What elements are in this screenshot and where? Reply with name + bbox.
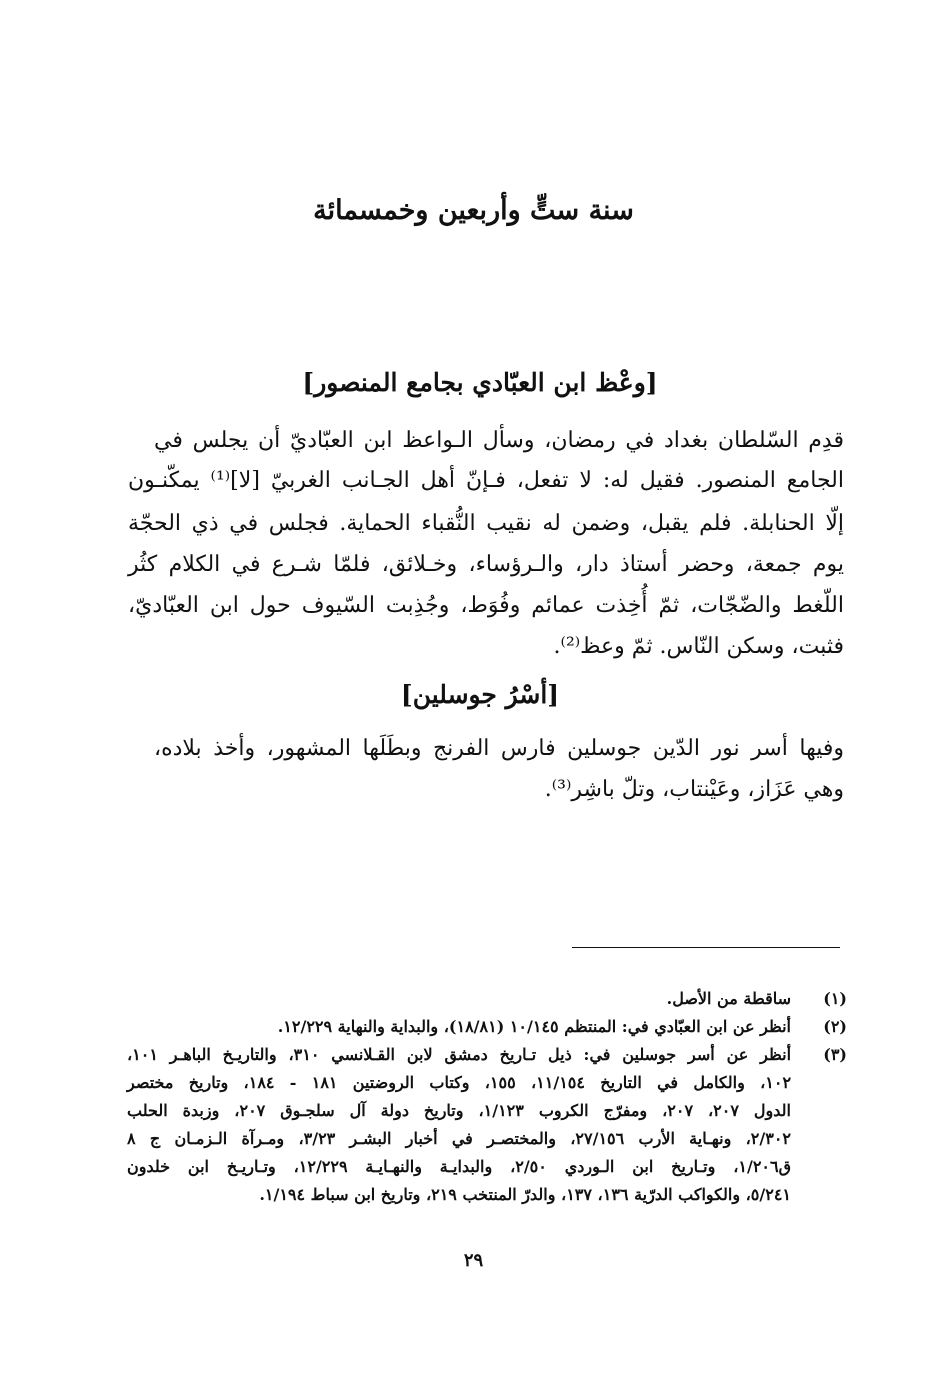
paragraph-line: فثبت، وسكن النّاس. ثمّ وعظ⁽²⁾. — [553, 634, 844, 659]
footnote-line: ق١/٢٠٦، وتـاريخ ابن الـوردي ٢/٥٠، والبدايـة والنهـايـة ١٢/٢٢٩، وتـاريـخ ابن خلدون — [127, 1157, 792, 1176]
footnote-line: ٥/٢٤١، والكواكب الدرّية ١٣٦، ١٣٧، والدرّ المنتخب ٢١٩، وتاريخ ابن سباط ١/١٩٤. — [259, 1185, 791, 1204]
paragraph-line: يوم جمعة، وحضر أستاذ دار، والـرؤساء، وخـلائق، فلمّا شـرع في الكلام كثُر — [128, 552, 844, 577]
footnote-number: (١) — [823, 989, 847, 1008]
year-title: سنة ستٍّ وأربعين وخمسمائة — [313, 195, 634, 226]
paragraph-line: الجامع المنصور. فقيل له: لا تفعل، فـإنّ أهل الجـانب الغربيّ [لا]⁽¹⁾ يمكّنـون — [128, 468, 844, 493]
footnote-line: أنظر عن أسر جوسلين في: ذيل تـاريخ دمشق لابن القـلانسي ٣١٠، والتاريـخ الباهـر ١٠١، — [127, 1045, 792, 1064]
footnote-number: (٣) — [823, 1045, 847, 1064]
paragraph-line: اللّغط والضّجّات، ثمّ أُخِذت عمائم وفُوَط، وجُذِبت السّيوف حول ابن العبّاديّ، — [128, 593, 844, 618]
footnote-1 — [127, 985, 847, 1013]
footnote-line: أنظر عن ابن العبّادي في: المنتظم ١٠/١٤٥ (١٨/٨١)، والبداية والنهاية ١٢/٢٢٩. — [277, 1017, 791, 1036]
footnote-line: ٢/٣٠٢، ونهـاية الأرب ٢٧/١٥٦، والمختصـر في أخبار البشـر ٣/٢٣، ومـرآة الـزمـان ج ٨ — [127, 1129, 792, 1148]
footnote-2 — [127, 1013, 847, 1041]
footnotes — [127, 985, 847, 1209]
footnote-line: ١٠٢، والكامل في التاريخ ١١/١٥٤، ١٥٥، وكتاب الروضتين ١٨١ - ١٨٤، وتاريخ مختصر — [127, 1073, 792, 1092]
paragraph-line: وفيها أسر نور الدّين جوسلين فارس الفرنج وبطَلَها المشهور، وأخذ بلاده، — [154, 736, 844, 761]
paragraph-line: إلّا الحنابلة. فلم يقبل، وضمن له نقيب النُّقباء الحماية. فجلس في ذي الحجّة — [128, 511, 844, 536]
section-heading-capture: [أسْرُ جوسلين] — [400, 680, 560, 709]
footnote-3 — [127, 1041, 847, 1209]
page-number: ٢٩ — [463, 1250, 484, 1271]
section-heading-sermon: [وعْظ ابن العبّادي بجامع المنصور] — [302, 368, 658, 397]
footnote-separator — [572, 947, 840, 948]
footnote-number: (٢) — [823, 1017, 847, 1036]
footnote-line: الدول ٢٠٧، ٢٠٧، ومفرّج الكروب ١/١٢٣، وتاريخ دولة آل سلجـوق ٢٠٧، وزبدة الحلب — [127, 1101, 791, 1120]
footnote-line: ساقطة من الأصل. — [666, 989, 791, 1008]
paragraph-line: وهي عَزَاز، وعَيْنتاب، وتلّ باشِر⁽³⁾. — [544, 777, 844, 802]
paragraph-line: قدِم السّلطان بغداد في رمضان، وسأل الـواعظ ابن العبّاديّ أن يجلس في — [154, 428, 844, 453]
